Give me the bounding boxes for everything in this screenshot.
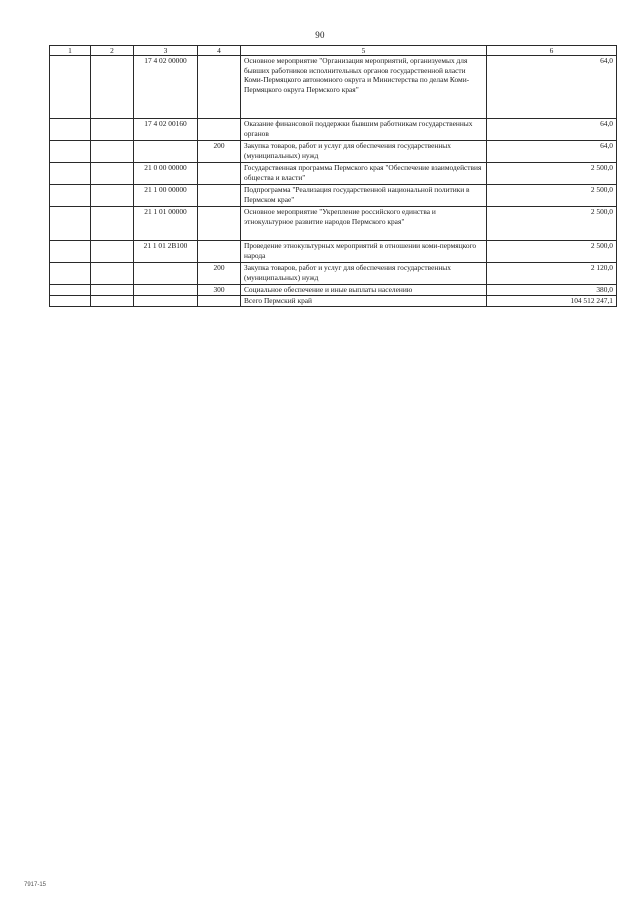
cell-col-2 — [91, 207, 134, 241]
cell-col-1 — [50, 185, 91, 207]
header-col-2: 2 — [91, 46, 134, 56]
cell-amount: 380,0 — [487, 285, 617, 296]
cell-name: Основное мероприятие "Укрепление российского единства и этнокультурное развитие народов Пермского края" — [241, 207, 487, 241]
cell-col-2 — [91, 56, 134, 119]
cell-target-code: 21 0 00 00000 — [134, 163, 198, 185]
table-row — [50, 207, 617, 241]
header-col-1: 1 — [50, 46, 91, 56]
cell-amount: 64,0 — [487, 141, 617, 163]
table-row — [50, 56, 617, 119]
cell-col-2 — [91, 263, 134, 285]
cell-col-1 — [50, 241, 91, 263]
table-row — [50, 241, 617, 263]
cell-target-code: 21 1 01 2В100 — [134, 241, 198, 263]
table-row — [50, 163, 617, 185]
cell-target-code — [134, 141, 198, 163]
cell-name: Оказание финансовой поддержки бывшим работникам государственных органов — [241, 119, 487, 141]
cell-amount: 2 500,0 — [487, 163, 617, 185]
cell-name-total: Всего Пермский край — [241, 296, 487, 307]
table-row — [50, 285, 617, 296]
cell-name: Основное мероприятие "Организация мероприятий, организуемых для бывших работников исполнительных органов государственной власти Коми-Пермяцкого автономного округа и Министерства по делам Коми-Пермяцкого округа Пермского края" — [241, 56, 487, 119]
cell-expense-type — [198, 163, 241, 185]
cell-expense-type — [198, 119, 241, 141]
cell-col-2 — [91, 141, 134, 163]
table-row — [50, 141, 617, 163]
cell-col-2 — [91, 163, 134, 185]
cell-amount: 64,0 — [487, 119, 617, 141]
header-col-6: 6 — [487, 46, 617, 56]
header-row — [50, 46, 617, 56]
cell-target-code: 21 1 00 00000 — [134, 185, 198, 207]
budget-table — [49, 45, 617, 307]
cell-expense-type — [198, 241, 241, 263]
cell-name: Подпрограмма "Реализация государственной национальной политики в Пермском крае" — [241, 185, 487, 207]
cell-name: Закупка товаров, работ и услуг для обеспечения государственных (муниципальных) нужд — [241, 263, 487, 285]
cell-col-1 — [50, 207, 91, 241]
page-number: 90 — [315, 30, 325, 40]
cell-target-code: 21 1 01 00000 — [134, 207, 198, 241]
cell-amount: 2 120,0 — [487, 263, 617, 285]
cell-amount: 64,0 — [487, 56, 617, 119]
cell-expense-type — [198, 56, 241, 119]
cell-col-2 — [91, 241, 134, 263]
cell-expense-type: 200 — [198, 141, 241, 163]
header-col-5: 5 — [241, 46, 487, 56]
table-row — [50, 185, 617, 207]
cell-expense-type — [198, 207, 241, 241]
cell-col-1 — [50, 56, 91, 119]
cell-name: Государственная программа Пермского края "Обеспечение взаимодействия общества и власти" — [241, 163, 487, 185]
header-col-4: 4 — [198, 46, 241, 56]
cell-col-1 — [50, 163, 91, 185]
cell-col-1 — [50, 119, 91, 141]
header-col-3: 3 — [134, 46, 198, 56]
cell-col-2 — [91, 119, 134, 141]
cell-amount: 2 500,0 — [487, 207, 617, 241]
cell-amount: 2 500,0 — [487, 241, 617, 263]
cell-target-code — [134, 263, 198, 285]
cell-name: Закупка товаров, работ и услуг для обеспечения государственных (муниципальных) нужд — [241, 141, 487, 163]
cell-target-code — [134, 296, 198, 307]
cell-expense-type: 300 — [198, 285, 241, 296]
footer-document-code: 7917-15 — [24, 882, 47, 888]
cell-col-1 — [50, 285, 91, 296]
cell-col-2 — [91, 285, 134, 296]
table-row — [50, 119, 617, 141]
cell-name: Проведение этнокультурных мероприятий в отношении коми-пермяцкого народа — [241, 241, 487, 263]
cell-col-2 — [91, 185, 134, 207]
cell-amount: 2 500,0 — [487, 185, 617, 207]
cell-target-code: 17 4 02 00000 — [134, 56, 198, 119]
cell-expense-type — [198, 185, 241, 207]
cell-expense-type — [198, 296, 241, 307]
cell-target-code: 17 4 02 00160 — [134, 119, 198, 141]
cell-target-code — [134, 285, 198, 296]
table-row-total — [50, 296, 617, 307]
cell-name: Социальное обеспечение и иные выплаты населению — [241, 285, 487, 296]
cell-col-1 — [50, 141, 91, 163]
table-row — [50, 263, 617, 285]
cell-amount-total: 104 512 247,1 — [487, 296, 617, 307]
cell-expense-type: 200 — [198, 263, 241, 285]
cell-col-2 — [91, 296, 134, 307]
cell-col-1 — [50, 296, 91, 307]
cell-col-1 — [50, 263, 91, 285]
